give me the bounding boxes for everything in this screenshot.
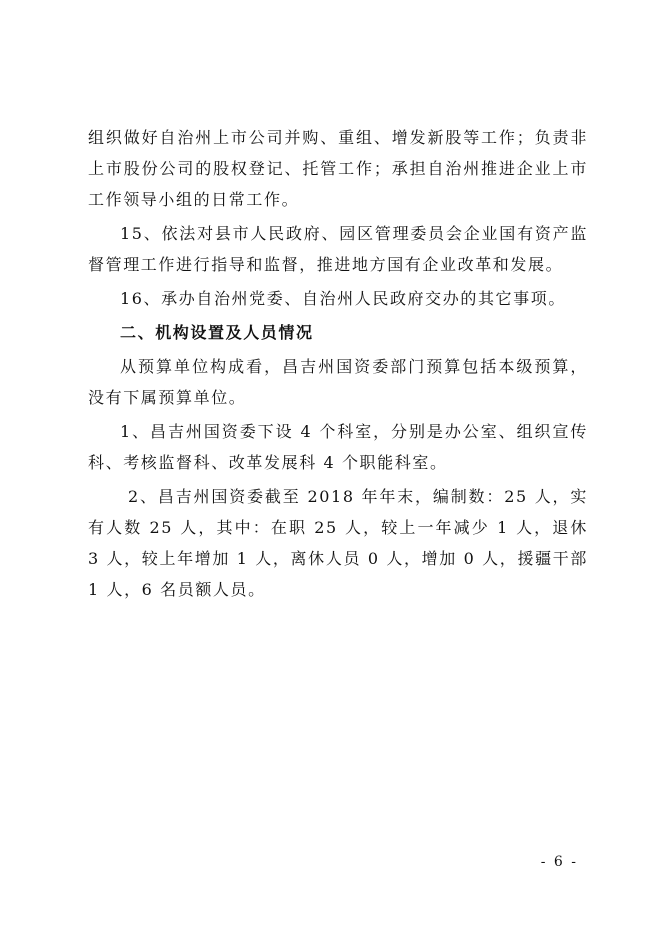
paragraph-departments: 1、昌吉州国资委下设 4 个科室，分别是办公室、组织宣传科、考核监督科、改革发展科 4 个职能科室。 <box>88 422 588 472</box>
paragraph-item-16: 16、承办自治州党委、自治州人民政府交办的其它事项。 <box>120 289 566 308</box>
paragraph-item-15: 15、依法对县市人民政府、园区管理委员会企业国有资产监督管理工作进行指导和监督，推进地方国有企业改革和发展。 <box>88 224 588 274</box>
page-number: - 6 - <box>540 854 578 870</box>
paragraph-listing-duties-continued: 组织做好自治州上市公司并购、重组、增发新股等工作；负责非上市股份公司的股权登记、托管工作；承担自治州推进企业上市工作领导小组的日常工作。 <box>88 128 588 209</box>
paragraph-staffing: 2、昌吉州国资委截至 2018 年年末，编制数：25 人，实有人数 25 人，其中：在职 25 人，较上一年减少 1 人，退休 3 人，较上年增加 1 人，离休人员 0 人，增加 0 人，援疆干部 1 人，6 名员额人员。 <box>88 487 588 599</box>
paragraph-budget-composition: 从预算单位构成看，昌吉州国资委部门预算包括本级预算，没有下属预算单位。 <box>88 357 588 407</box>
section-heading: 二、机构设置及人员情况 <box>120 323 314 342</box>
document-body <box>88 122 588 608</box>
